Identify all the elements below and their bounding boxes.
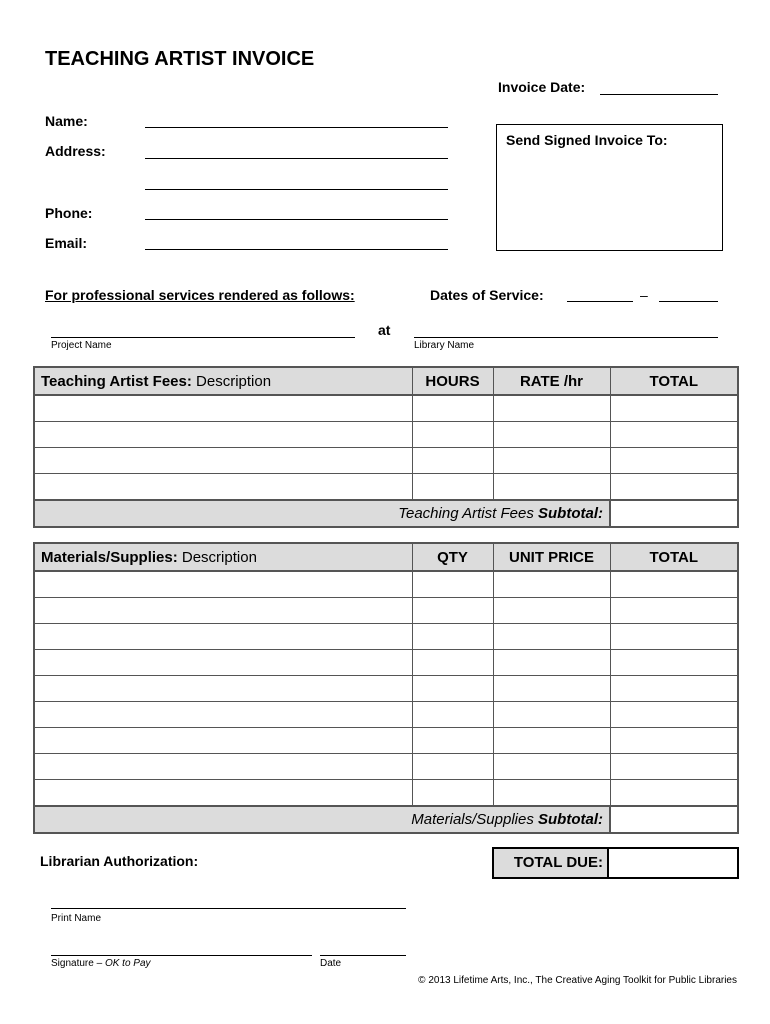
dates-of-service-label: Dates of Service:	[430, 287, 544, 303]
materials-table-header	[34, 543, 738, 571]
table-row[interactable]	[34, 422, 738, 448]
footer-copyright: © 2013 Lifetime Arts, Inc., The Creative Aging Toolkit for Public Libraries	[418, 975, 737, 986]
address-field-line-1[interactable]	[145, 158, 448, 159]
dates-dash: –	[640, 287, 648, 303]
fees-subtotal-row	[34, 500, 738, 527]
at-label: at	[378, 322, 391, 338]
email-label: Email:	[45, 235, 88, 251]
address-label: Address:	[45, 143, 106, 159]
signature-field[interactable]	[51, 955, 312, 956]
project-name-field[interactable]	[51, 337, 355, 338]
signature-caption-italic: OK to Pay	[104, 958, 151, 969]
project-name-caption: Project Name	[51, 340, 112, 351]
materials-desc-header-bold: Materials/Supplies:	[41, 548, 178, 566]
fees-table	[33, 366, 739, 528]
table-row[interactable]	[34, 395, 738, 422]
fees-desc-header-rest: Description	[191, 372, 272, 390]
materials-subtotal-field[interactable]	[610, 806, 738, 833]
print-name-field[interactable]	[51, 908, 406, 909]
materials-subtotal-italic: Materials/Supplies	[411, 811, 538, 828]
fees-subtotal-label	[34, 500, 610, 527]
table-row[interactable]	[34, 728, 738, 754]
table-row[interactable]	[34, 650, 738, 676]
send-to-label: Send Signed Invoice To:	[506, 132, 668, 148]
address-field-line-2[interactable]	[145, 189, 448, 190]
fees-subtotal-field[interactable]	[610, 500, 738, 527]
services-label: For professional services rendered as follows:	[45, 287, 355, 303]
service-start-date-field[interactable]	[567, 301, 633, 302]
page-title: TEACHING ARTIST INVOICE	[45, 48, 315, 70]
materials-table	[33, 542, 739, 834]
table-row[interactable]	[34, 754, 738, 780]
signature-caption-text: Signature –	[51, 958, 105, 969]
fees-rate-header: RATE /hr	[493, 367, 610, 395]
fees-hours-header: HOURS	[412, 367, 493, 395]
materials-subtotal-label	[34, 806, 610, 833]
table-row[interactable]	[34, 702, 738, 728]
materials-total-header: TOTAL	[610, 543, 738, 571]
invoice-date-label: Invoice Date:	[498, 79, 586, 95]
materials-desc-header-rest: Description	[177, 548, 257, 566]
print-name-caption: Print Name	[51, 913, 102, 924]
table-row[interactable]	[34, 598, 738, 624]
table-row[interactable]	[34, 571, 738, 598]
fees-total-header: TOTAL	[610, 367, 738, 395]
total-due-field[interactable]	[611, 849, 737, 877]
library-name-caption: Library Name	[414, 340, 475, 351]
phone-label: Phone:	[45, 205, 93, 221]
fees-subtotal-bold: Subtotal:	[538, 505, 603, 522]
invoice-date-field[interactable]	[600, 94, 718, 95]
name-label: Name:	[45, 113, 88, 129]
send-to-box[interactable]	[496, 124, 723, 251]
signature-caption	[51, 958, 151, 969]
materials-subtotal-row	[34, 806, 738, 833]
table-row[interactable]	[34, 624, 738, 650]
materials-unit-price-header: UNIT PRICE	[493, 543, 610, 571]
library-name-field[interactable]	[414, 337, 718, 338]
name-field[interactable]	[145, 127, 448, 128]
phone-field[interactable]	[145, 219, 448, 220]
table-row[interactable]	[34, 780, 738, 807]
materials-qty-header: QTY	[412, 543, 493, 571]
materials-desc-header	[34, 543, 412, 571]
fees-table-header	[34, 367, 738, 395]
table-row[interactable]	[34, 474, 738, 501]
date-caption: Date	[320, 958, 342, 969]
total-due-label: TOTAL DUE:	[494, 849, 609, 877]
service-end-date-field[interactable]	[659, 301, 718, 302]
table-row[interactable]	[34, 676, 738, 702]
materials-subtotal-bold: Subtotal:	[538, 811, 603, 828]
fees-subtotal-italic: Teaching Artist Fees	[398, 505, 538, 522]
total-due-box	[492, 847, 739, 879]
date-field[interactable]	[320, 955, 406, 956]
table-row[interactable]	[34, 448, 738, 474]
librarian-authorization-label: Librarian Authorization:	[40, 853, 199, 869]
fees-desc-header	[34, 367, 412, 395]
email-field[interactable]	[145, 249, 448, 250]
fees-desc-header-bold: Teaching Artist Fees:	[41, 372, 192, 390]
